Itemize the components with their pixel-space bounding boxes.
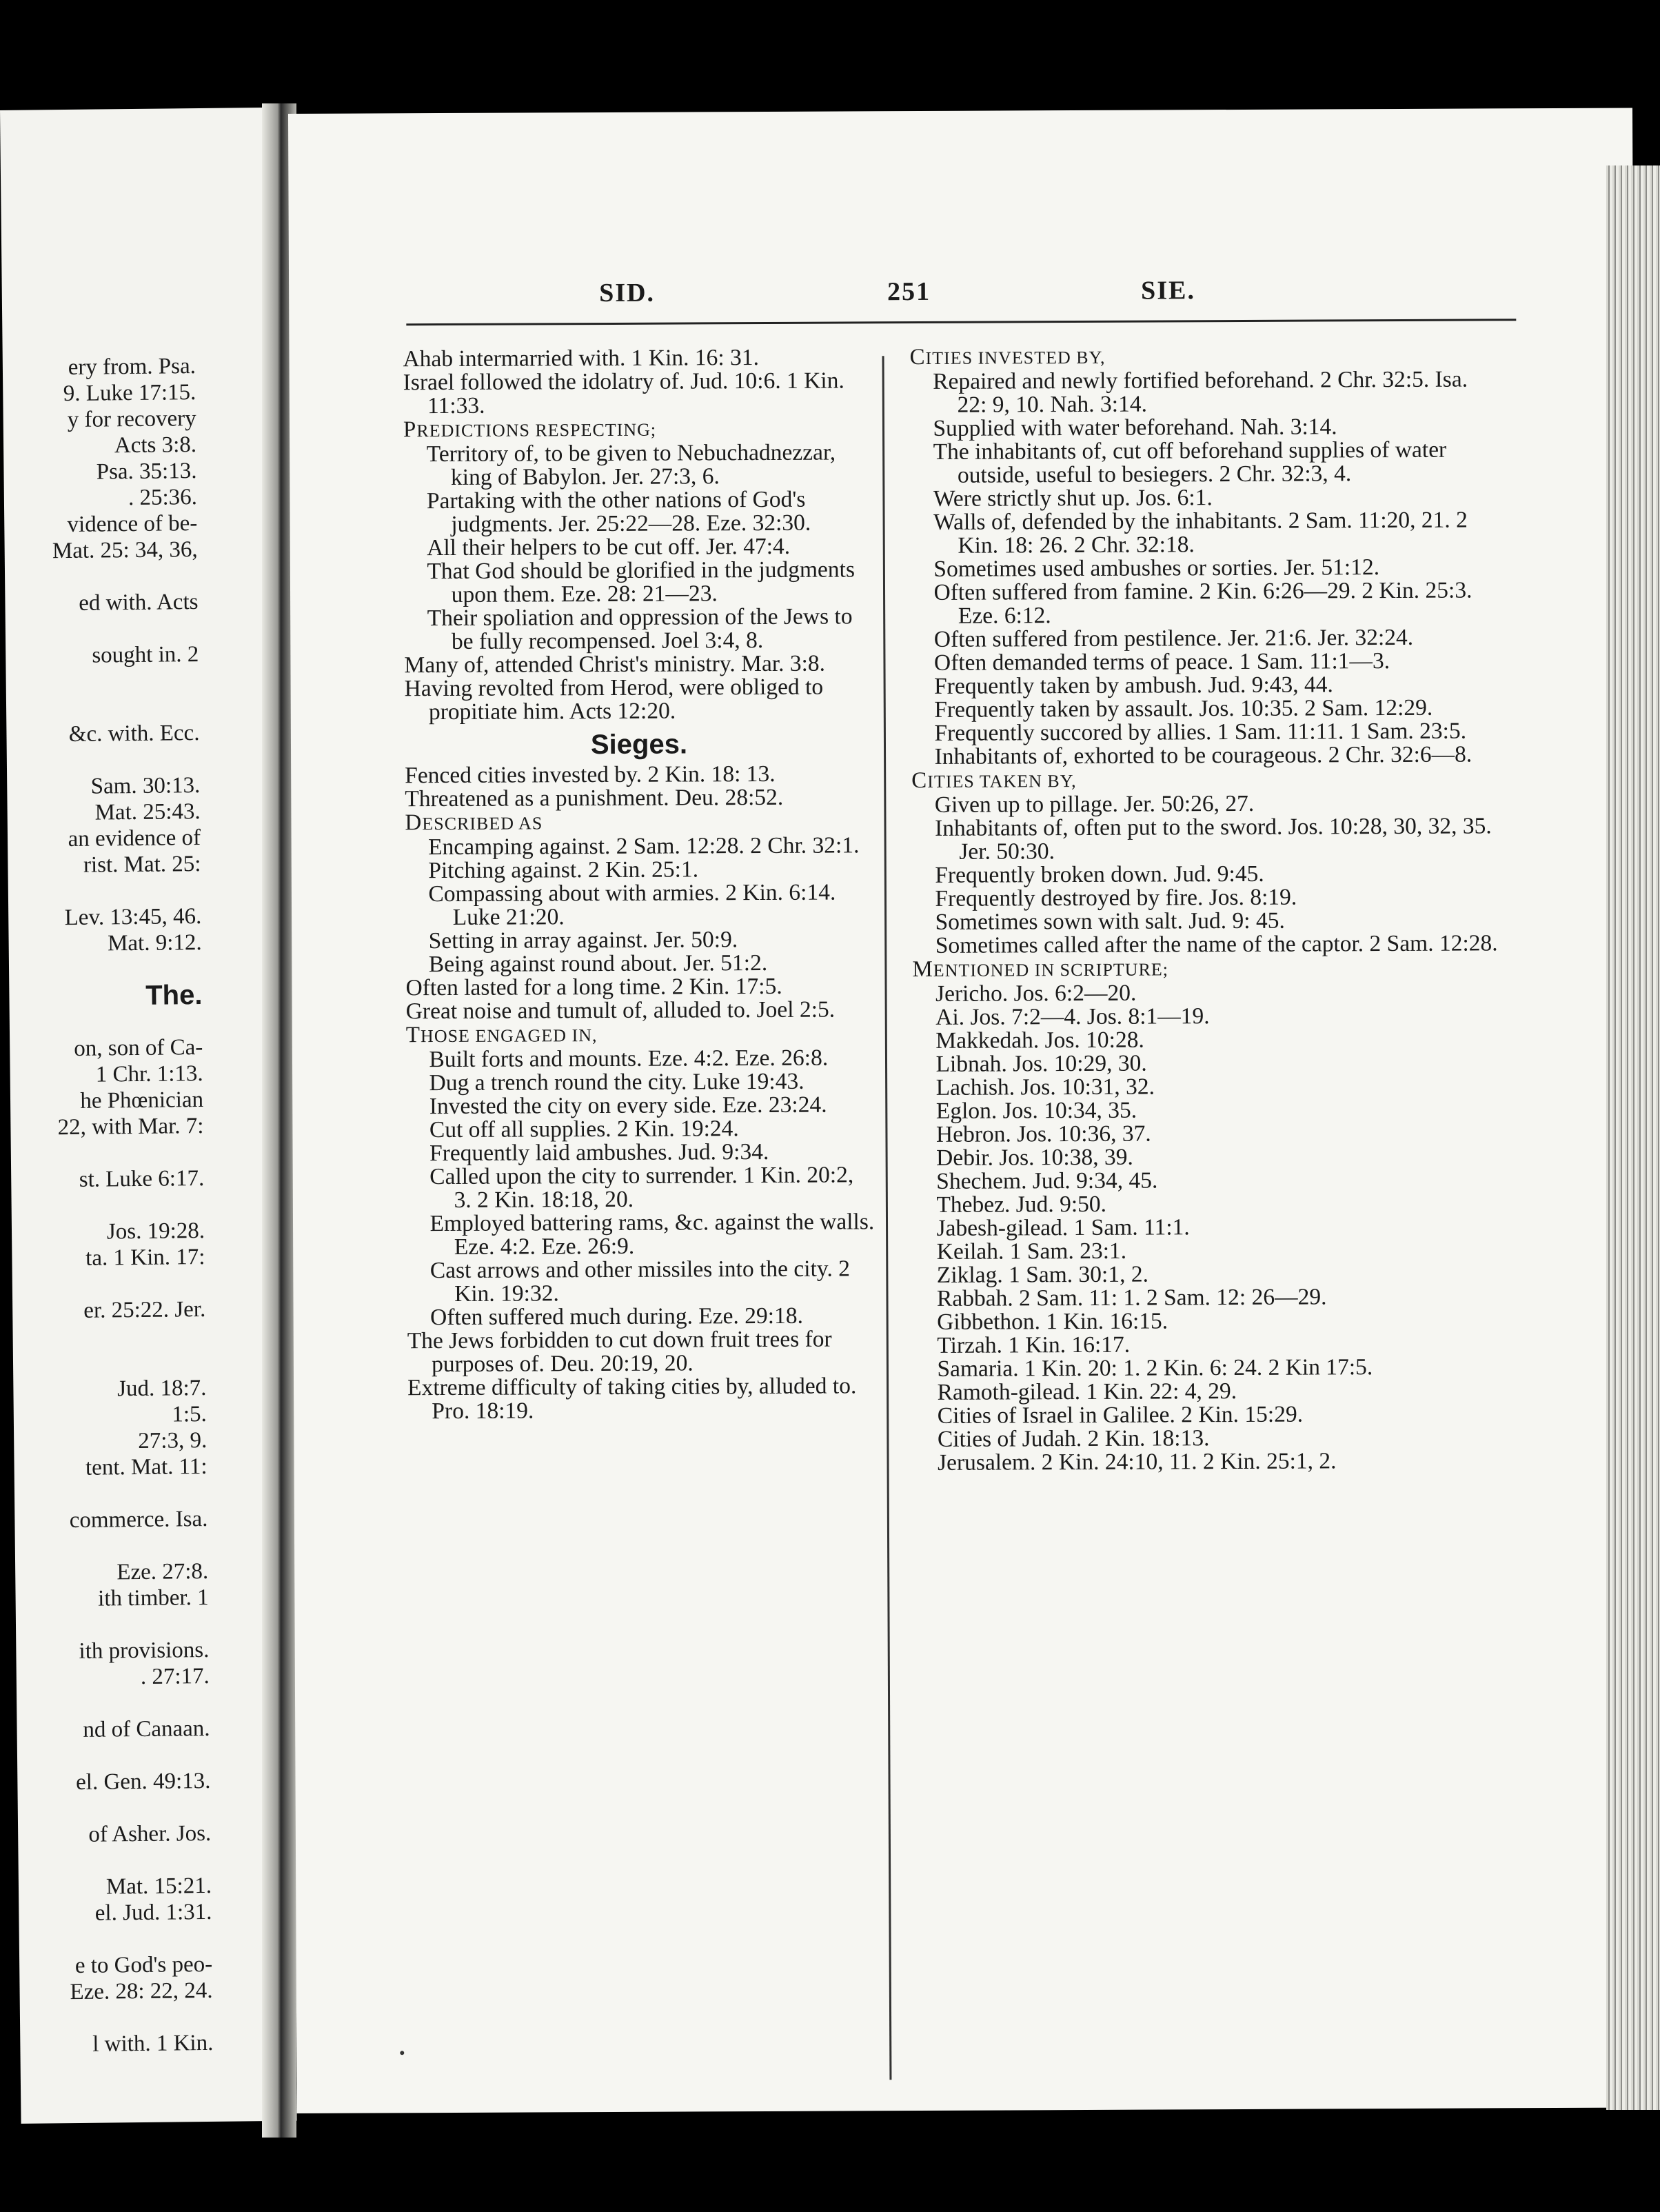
- index-entry: Frequently laid ambushes. Jud. 9:34.: [429, 1138, 769, 1167]
- left-page-heading: The.: [145, 979, 203, 1011]
- index-entry: Fenced cities invested by. 2 Kin. 18: 13.: [405, 761, 776, 789]
- index-entry: Compassing about with armies. 2 Kin. 6:14. Luke 21:20.: [428, 879, 836, 930]
- index-entry: Frequently broken down. Jud. 9:45.: [935, 861, 1264, 888]
- index-entry: Given up to pillage. Jer. 50:26, 27.: [934, 790, 1255, 818]
- column-divider: [882, 356, 892, 2080]
- right-page: [288, 108, 1641, 2113]
- left-page-line: rist. Mat. 25:: [83, 852, 201, 878]
- left-page-line: [13, 1349, 206, 1377]
- subheading: THOSE ENGAGED IN,: [405, 1023, 598, 1048]
- index-entry: Partaking with the other nations of God's judgments. Jer. 25:22—28. Eze. 32:30.: [426, 486, 811, 537]
- index-entry: Keilah. 1 Sam. 23:1.: [936, 1238, 1127, 1265]
- index-entry: Setting in array against. Jer. 50:9.: [428, 927, 738, 954]
- sieges-entries: [405, 762, 876, 1423]
- index-entry: Eglon. Jos. 10:34, 35.: [935, 1097, 1137, 1124]
- index-entry: Their spoliation and oppression of the Jews to be fully recompensed. Joel 3:4, 8.: [427, 603, 853, 654]
- page-number: 251: [887, 276, 931, 307]
- index-entry: Built forts and mounts. Eze. 4:2. Eze. 26:8.: [429, 1045, 829, 1073]
- left-page-line: er. 25:22. Jer.: [83, 1296, 206, 1323]
- left-page-line: ery from. Psa.: [68, 354, 196, 380]
- index-entry: Often suffered from famine. 2 Kin. 6:26—29. 2 Kin. 25:3. Eze. 6:12.: [933, 577, 1472, 629]
- left-page-line: Mat. 9:12.: [107, 930, 202, 956]
- index-entry: Invested the city on every side. Eze. 23:24.: [429, 1092, 827, 1120]
- left-page-line: Mat. 15:21.: [105, 1873, 212, 1900]
- index-entry: All their helpers to be cut off. Jer. 47:4.: [427, 533, 791, 561]
- index-entry: Ai. Jos. 7:2—4. Jos. 8:1—19.: [935, 1003, 1210, 1030]
- left-page-line: Jos. 19:28.: [106, 1218, 205, 1245]
- index-entry: Ziklag. 1 Sam. 30:1, 2.: [936, 1261, 1148, 1288]
- index-entry: That God should be glorified in the judgments upon them. Eze. 28: 21—23.: [427, 556, 856, 607]
- index-entry: Frequently destroyed by fire. Jos. 8:19.: [935, 884, 1297, 912]
- index-entry: Many of, attended Christ's ministry. Mar. 3:8.: [404, 650, 826, 678]
- subheading: CITIES INVESTED BY,: [909, 344, 1106, 370]
- index-entry: Extreme difficulty of taking cities by, alluded to. Pro. 18:19.: [407, 1373, 857, 1425]
- left-page-line: &c. with. Ecc.: [68, 721, 200, 747]
- index-entry: Cast arrows and other missiles into the city. 2 Kin. 19:32.: [429, 1256, 851, 1307]
- left-page-line: on, son of Ca-: [74, 1034, 203, 1061]
- index-entry: Employed battering rams, &c. against the walls. Eze. 4:2. Eze. 26:9.: [429, 1209, 875, 1260]
- index-entry: Pitching against. 2 Kin. 25:1.: [428, 856, 699, 884]
- index-entry: Supplied with water beforehand. Nah. 3:14.: [933, 414, 1337, 441]
- left-page-line: sought in. 2: [92, 642, 199, 668]
- left-page-line: st. Luke 6:17.: [79, 1165, 205, 1192]
- left-page-line: [17, 1689, 210, 1718]
- page-edges: [1606, 165, 1660, 2110]
- index-entry: Shechem. Jud. 9:34, 45.: [936, 1167, 1158, 1194]
- index-entry: Debir. Jos. 10:38, 39.: [936, 1144, 1133, 1171]
- index-entry: Ahab intermarried with. 1 Kin. 16: 31.: [403, 345, 759, 372]
- index-entry: Being against round about. Jer. 51:2.: [428, 949, 768, 978]
- ink-speck: [400, 2051, 404, 2055]
- sieges-heading: Sieges.: [590, 729, 688, 761]
- left-page-line: [14, 1480, 208, 1508]
- index-entry: Cities of Judah. 2 Kin. 18:13.: [937, 1425, 1210, 1452]
- index-entry: Samaria. 1 Kin. 20: 1. 2 Kin. 6: 24. 2 Kin 17:5.: [937, 1354, 1373, 1382]
- left-page-line: commerce. Isa.: [69, 1506, 208, 1534]
- index-entry: Sometimes sown with salt. Jud. 9: 45.: [935, 907, 1285, 935]
- index-entry: Cut off all supplies. 2 Kin. 19:24.: [429, 1116, 739, 1143]
- left-page-line: . 27:17.: [140, 1663, 210, 1689]
- index-entry: Israel followed the idolatry of. Jud. 10:6. 1 Kin. 11:33.: [403, 368, 844, 419]
- left-page-line: [18, 1847, 211, 1875]
- index-entry: Cities of Israel in Galilee. 2 Kin. 15:29.: [937, 1401, 1304, 1429]
- left-page-line: Jud. 18:7.: [117, 1375, 207, 1402]
- index-entry: Encamping against. 2 Sam. 12:28. 2 Chr. 32:1.: [428, 832, 860, 861]
- index-entry: Often lasted for a long time. 2 Kin. 17:5.: [405, 973, 782, 1001]
- left-page-line: ith provisions.: [79, 1637, 210, 1664]
- left-page-line: vidence of be-: [67, 511, 198, 538]
- index-entry: Jerusalem. 2 Kin. 24:10, 11. 2 Kin. 25:1, 2.: [937, 1448, 1337, 1476]
- subheading: CITIES TAKEN BY,: [911, 767, 1077, 794]
- index-entry: Inhabitants of, exhorted to be courageous. 2 Chr. 32:6—8.: [934, 741, 1472, 770]
- left-page-line: [10, 1008, 203, 1036]
- header-right-keyword: SIE.: [1141, 276, 1196, 305]
- subheading: DESCRIBED AS: [405, 810, 543, 836]
- left-page-line: el. Jud. 1:31.: [94, 1899, 212, 1926]
- index-entry: Tirzah. 1 Kin. 16:17.: [937, 1331, 1131, 1358]
- left-page-line: 9. Luke 17:15.: [63, 380, 196, 407]
- left-page-line: . 25:36.: [128, 485, 198, 511]
- header-left-keyword: SID.: [599, 278, 656, 308]
- left-column: [403, 345, 876, 1423]
- left-page-line: [6, 694, 199, 722]
- left-page-fragments: [3, 352, 296, 2058]
- index-entry: Territory of, to be given to Nebuchadnezzar, king of Babylon. Jer. 27:3, 6.: [426, 439, 836, 490]
- left-page-line: 27:3, 9.: [138, 1427, 208, 1454]
- left-page-line: ith timber. 1: [98, 1585, 209, 1611]
- left-page-line: [11, 1192, 204, 1220]
- left-page-line: Acts 3:8.: [114, 432, 197, 459]
- index-entry: Called upon the city to surrender. 1 Kin. 20:2, 3. 2 Kin. 18:18, 20.: [429, 1162, 854, 1213]
- left-page-line: ta. 1 Kin. 17:: [85, 1244, 205, 1271]
- left-page-line: an evidence of: [68, 825, 201, 852]
- index-entry: The inhabitants of, cut off beforehand supplies of water outside, useful to besiegers. 2 Chr. 32:3, 4.: [933, 436, 1447, 488]
- subheading: MENTIONED IN SCRIPTURE;: [912, 956, 1169, 983]
- left-page-line: he Phœnician: [80, 1087, 204, 1114]
- left-page-line: Sam. 30:13.: [90, 773, 201, 799]
- index-entry: Dug a trench round the city. Luke 19:43.: [429, 1068, 804, 1096]
- left-page-line: [12, 1323, 205, 1351]
- left-page-line: [15, 1532, 208, 1560]
- left-page-line: Eze. 27:8.: [117, 1558, 209, 1585]
- left-page-line: 1 Chr. 1:13.: [95, 1060, 203, 1087]
- index-entry: Thebez. Jud. 9:50.: [936, 1191, 1107, 1218]
- left-page-line: [7, 746, 200, 774]
- index-entry: Frequently taken by assault. Jos. 10:35. 2 Sam. 12:29.: [934, 694, 1433, 723]
- left-page-line: 1:5.: [172, 1401, 208, 1427]
- left-page-line: y for recovery: [67, 406, 196, 432]
- index-entry: Jabesh-gilead. 1 Sam. 11:1.: [936, 1214, 1190, 1241]
- left-page-line: [19, 1925, 212, 1953]
- right-column: [909, 343, 1507, 1475]
- left-page-line: Mat. 25: 34, 36,: [52, 537, 198, 564]
- sieges-entries-continued: [909, 343, 1507, 1475]
- left-page-line: Lev. 13:45, 46.: [64, 904, 202, 931]
- left-page-line: [16, 1611, 209, 1639]
- left-page-line: 22, with Mar. 7:: [57, 1113, 204, 1140]
- index-entry: Great noise and tumult of, alluded to. Joel 2:5.: [405, 996, 836, 1025]
- left-page-line: Mat. 25:43.: [94, 799, 201, 825]
- left-page-line: [8, 877, 201, 905]
- subheading: PREDICTIONS RESPECTING;: [403, 417, 657, 443]
- index-entry: Ramoth-gilead. 1 Kin. 22: 4, 29.: [937, 1378, 1237, 1405]
- left-page-line: [6, 615, 199, 643]
- index-entry: Frequently taken by ambush. Jud. 9:43, 44.: [934, 672, 1333, 699]
- index-entry: Threatened as a punishment. Deu. 28:52.: [405, 784, 784, 812]
- index-entry: Having revolted from Herod, were obliged to propitiate him. Acts 12:20.: [404, 674, 824, 725]
- index-entry: Jericho. Jos. 6:2—20.: [935, 980, 1137, 1007]
- facing-left-page: [0, 108, 297, 2124]
- index-entry: Frequently succored by allies. 1 Sam. 11:11. 1 Sam. 23:5.: [934, 718, 1467, 746]
- left-page-line: el. Gen. 49:13.: [75, 1768, 211, 1795]
- left-page-line: nd of Canaan.: [83, 1716, 210, 1742]
- left-page-line: e to God's peo-: [74, 1951, 213, 1979]
- index-entry: Often suffered from pestilence. Jer. 21:6. Jer. 32:24.: [933, 624, 1414, 652]
- left-page-line: of Asher. Jos.: [88, 1820, 212, 1847]
- left-page-line: Eze. 28: 22, 24.: [70, 1978, 213, 2005]
- index-entry: Gibbethon. 1 Kin. 16:15.: [937, 1308, 1168, 1335]
- index-entry: Walls of, defended by the inhabitants. 2 Sam. 11:20, 21. 2 Kin. 18: 26. 2 Chr. 32:18.: [933, 507, 1468, 559]
- left-page-line: [17, 1742, 210, 1770]
- index-entry: Sometimes used ambushes or sorties. Jer. 51:12.: [933, 554, 1380, 582]
- index-entry: Often demanded terms of peace. 1 Sam. 11:1—3.: [933, 648, 1390, 676]
- left-page-line: [12, 1270, 205, 1298]
- index-entry: Libnah. Jos. 10:29, 30.: [935, 1050, 1147, 1077]
- left-page-line: [11, 1139, 204, 1167]
- left-page-line: ed with. Acts: [79, 590, 199, 616]
- index-entry: Makkedah. Jos. 10:28.: [935, 1027, 1144, 1054]
- left-page-line: tent. Mat. 11:: [85, 1454, 208, 1480]
- index-entry: Repaired and newly fortified beforehand. 2 Chr. 32:5. Isa. 22: 9, 10. Nah. 3:14.: [933, 366, 1468, 418]
- index-entry: Inhabitants of, often put to the sword. Jos. 10:28, 30, 32, 35. Jer. 50:30.: [934, 813, 1492, 865]
- index-entry: Lachish. Jos. 10:31, 32.: [935, 1074, 1155, 1100]
- left-page-line: [20, 2004, 213, 2032]
- left-page-line: l with. 1 Kin.: [92, 2030, 214, 2057]
- left-page-line: [6, 667, 199, 696]
- left-page-line: Psa. 35:13.: [96, 459, 197, 485]
- left-page-line: [5, 563, 198, 591]
- index-entry: Often suffered much during. Eze. 29:18.: [430, 1303, 804, 1331]
- index-entry: Were strictly shut up. Jos. 6:1.: [933, 485, 1213, 512]
- left-page-line: [18, 1794, 211, 1822]
- sidon-entries: [403, 345, 873, 724]
- index-entry: Hebron. Jos. 10:36, 37.: [935, 1120, 1151, 1147]
- index-entry: Sometimes called after the name of the captor. 2 Sam. 12:28.: [935, 930, 1498, 958]
- index-entry: Rabbah. 2 Sam. 11: 1. 2 Sam. 12: 26—29.: [936, 1284, 1327, 1311]
- index-entry: The Jews forbidden to cut down fruit trees for purposes of. Deu. 20:19, 20.: [407, 1326, 832, 1378]
